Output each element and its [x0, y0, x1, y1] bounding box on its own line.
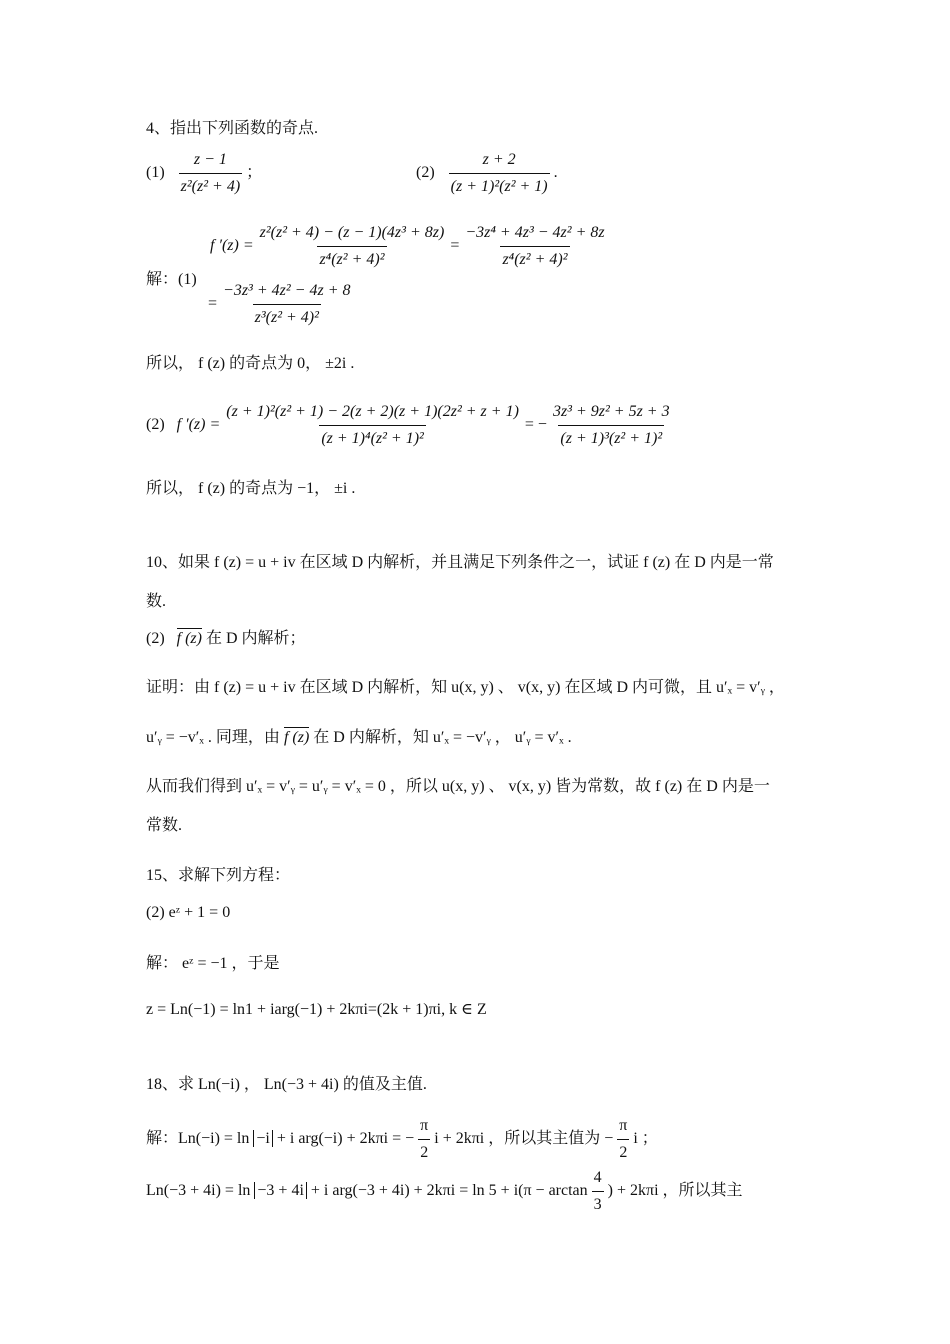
fraction: $\frac{\text{−3z⁴ + 4z³ − 4z² + 8z}}{\text{z⁴(z² + 4)²}}$ — [465, 224, 605, 268]
fraction: $\frac{\text{z²(z² + 4) − (z − 1)(4z³ + 8z)}}{\text{z⁴(z² + 4)²}}$ — [259, 224, 445, 268]
proof-10-line3: 从而我们得到 u′ₓ = v′ᵧ = u′ᵧ = v′ₓ = 0 ，所以 u(x, y) 、 v(x, y) 皆为常数，故 f (z) 在 D 内是一 — [146, 778, 770, 795]
fraction: $\frac{\text{3z³ + 9z² + 5z + 3}}{\text{(z + 1)³(z² + 1)²}}$ — [552, 403, 670, 447]
proof-10-line2: u′ᵧ = −v′ₓ . 同理，由 f (z) 在 D 内解析，知 u′ₓ = −v′ᵧ ， u′ᵧ = v′ₓ . — [146, 729, 572, 746]
solution-15-line2: z = Ln(−1) = ln1 + iarg(−1) + 2kπi=(2k + 1)πi, k ∈ Z — [146, 1001, 487, 1018]
problem-10-condition: (2) f (z) 在 D 内解析； — [146, 630, 306, 647]
problem-18-title: 18、求 Ln(−i) ， Ln(−3 + 4i) 的值及主值. — [146, 1076, 427, 1093]
fraction: $\frac{\pi}{2}$ — [619, 1117, 628, 1161]
fraction: $\frac{z - 1}{\text{z²(z² + 4)}}$ — [180, 151, 241, 195]
solution-4-1-line1: f ′(z) = $\frac{\text{z²(z² + 4) − (z − 1)(4z³ + 8z)}}{\text{z⁴(z² + 4)²}}$ = $\frac{\text{−3z⁴ + 4z³ − 4z² + 8z}}{\text{z⁴(z² + 4)²}}$ — [210, 224, 605, 268]
problem-4-title: 4、指出下列函数的奇点. — [146, 120, 319, 137]
problem-4-part2: (2) $\frac{z + 2}{\text{(z + 1)²(z² + 1)}}$ . — [416, 151, 558, 195]
solution-18-line2: Ln(−3 + 4i) = ln −3 + 4i + i arg(−3 + 4i) + 2kπi = ln 5 + i(π − arctan $\frac{4}{3}$ ) + 2kπi ，所以其主 — [146, 1169, 743, 1213]
solution-4-1-label: 解：(1) — [146, 271, 197, 288]
fraction: $\frac{\text{−3z³ + 4z² − 4z + 8}}{\text{z³(z² + 4)²}}$ — [223, 282, 351, 326]
proof-10-line4: 常数. — [146, 817, 183, 834]
fraction: $\frac{z + 2}{\text{(z + 1)²(z² + 1)}}$ — [450, 151, 548, 195]
proof-10-line1: 证明：由 f (z) = u + iv 在区域 D 内解析，知 u(x, y) 、 v(x, y) 在区域 D 内可微，且 u′ₓ = v′ᵧ ， — [146, 679, 785, 696]
problem-15-part2: (2) eᶻ + 1 = 0 — [146, 904, 231, 921]
problem-15-title: 15、求解下列方程： — [146, 867, 291, 884]
solution-4-2-conclusion: 所以， f (z) 的奇点为 −1， ±i . — [146, 480, 356, 497]
solution-4-2: (2) f ′(z) = $\frac{\text{(z + 1)²(z² + 1) − 2(z + 2)(z + 1)(2z² + z + 1)}}{\text{(z + 1)⁴(z² + 1)²}}$ = − $\frac{\text{3z³ + 9z² + 5z + 3}}{\text{(z + 1)³(z² + 1)²}}$ — [146, 403, 670, 447]
solution-15-line1: 解： eᶻ = −1 ，于是 — [146, 955, 280, 972]
fraction: $\frac{4}{3}$ — [593, 1169, 602, 1213]
problem-4-part1: (1) $\frac{z - 1}{\text{z²(z² + 4)}}$ ； — [146, 151, 263, 195]
problem-10-line2: 数. — [146, 593, 167, 610]
fraction: $\frac{\text{(z + 1)²(z² + 1) − 2(z + 2)(z + 1)(2z² + z + 1)}}{\text{(z + 1)⁴(z² + 1)²}}$ — [226, 403, 519, 447]
solution-4-1-line2: = $\frac{\text{−3z³ + 4z² − 4z + 8}}{\text{z³(z² + 4)²}}$ — [208, 282, 351, 326]
solution-4-1-conclusion: 所以， f (z) 的奇点为 0， ±2i . — [146, 355, 355, 372]
fraction: $\frac{\pi}{2}$ — [420, 1117, 429, 1161]
problem-10-line1: 10、如果 f (z) = u + iv 在区域 D 内解析，并且满足下列条件之一，试证 f (z) 在 D 内是一常 — [146, 554, 774, 571]
solution-18-line1: 解：Ln(−i) = ln −i + i arg(−i) + 2kπi = − $\frac{\pi}{2}$ i + 2kπi ，所以其主值为 − $\frac{\pi}{2}$ i ； — [146, 1117, 658, 1161]
